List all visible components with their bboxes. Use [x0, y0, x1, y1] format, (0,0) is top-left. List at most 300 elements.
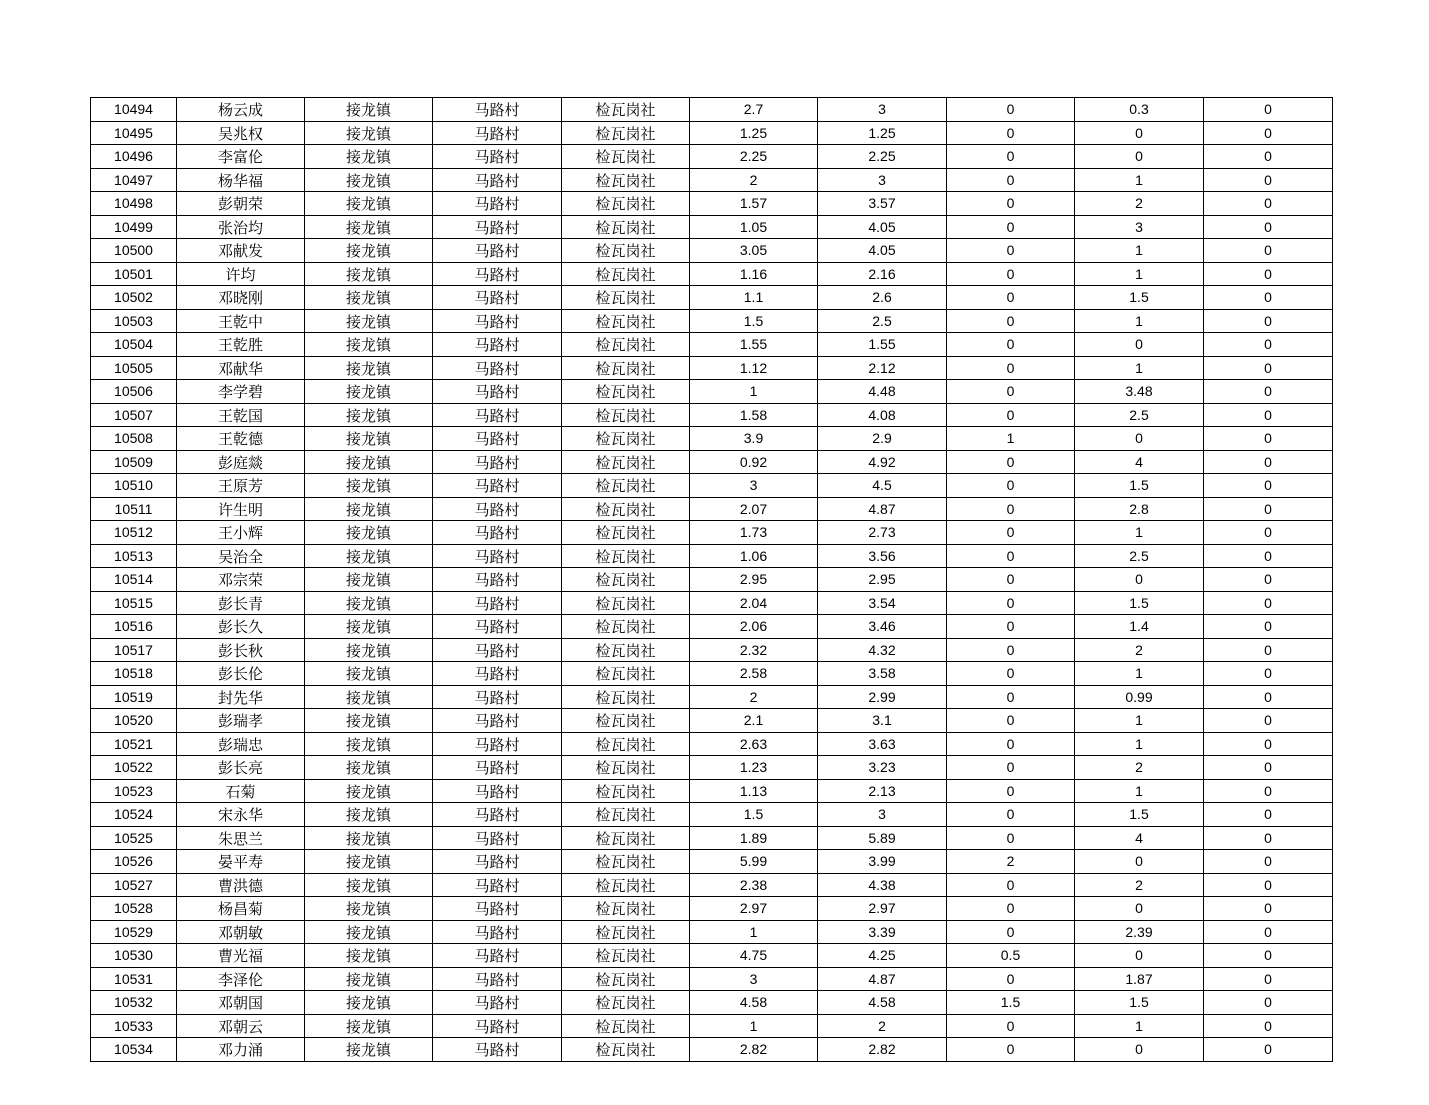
value-e-cell: 0 — [1204, 427, 1333, 451]
table-row — [91, 333, 1333, 357]
value-a-cell: 2.06 — [690, 615, 818, 639]
table-row — [91, 873, 1333, 897]
table-row — [91, 638, 1333, 662]
table-row — [91, 803, 1333, 827]
name-cell: 李富伦 — [177, 145, 305, 169]
id-cell: 10524 — [91, 803, 177, 827]
value-c-cell: 0 — [947, 685, 1075, 709]
name-cell: 封先华 — [177, 685, 305, 709]
value-b-cell: 3.99 — [818, 850, 947, 874]
table-row — [91, 215, 1333, 239]
value-a-cell: 3 — [690, 474, 818, 498]
group-cell: 检瓦岗社 — [562, 121, 690, 145]
value-e-cell: 0 — [1204, 897, 1333, 921]
village-cell: 马路村 — [433, 803, 562, 827]
group-cell: 检瓦岗社 — [562, 826, 690, 850]
table-row — [91, 474, 1333, 498]
town-cell: 接龙镇 — [305, 732, 433, 756]
id-cell: 10499 — [91, 215, 177, 239]
value-c-cell: 0 — [947, 803, 1075, 827]
id-cell: 10530 — [91, 944, 177, 968]
village-cell: 马路村 — [433, 1038, 562, 1062]
value-a-cell: 1.57 — [690, 192, 818, 216]
value-a-cell: 2 — [690, 168, 818, 192]
group-cell: 检瓦岗社 — [562, 662, 690, 686]
table-row — [91, 450, 1333, 474]
value-b-cell: 4.32 — [818, 638, 947, 662]
id-cell: 10520 — [91, 709, 177, 733]
value-e-cell: 0 — [1204, 474, 1333, 498]
value-a-cell: 1.06 — [690, 544, 818, 568]
value-a-cell: 2.95 — [690, 568, 818, 592]
village-cell: 马路村 — [433, 591, 562, 615]
town-cell: 接龙镇 — [305, 1014, 433, 1038]
value-e-cell: 0 — [1204, 521, 1333, 545]
value-d-cell: 2.39 — [1075, 920, 1204, 944]
id-cell: 10503 — [91, 309, 177, 333]
value-d-cell: 4 — [1075, 450, 1204, 474]
village-cell: 马路村 — [433, 403, 562, 427]
name-cell: 邓朝云 — [177, 1014, 305, 1038]
town-cell: 接龙镇 — [305, 662, 433, 686]
town-cell: 接龙镇 — [305, 803, 433, 827]
name-cell: 彭长亮 — [177, 756, 305, 780]
name-cell: 王原芳 — [177, 474, 305, 498]
id-cell: 10527 — [91, 873, 177, 897]
value-c-cell: 0 — [947, 474, 1075, 498]
group-cell: 检瓦岗社 — [562, 920, 690, 944]
value-b-cell: 2.9 — [818, 427, 947, 451]
table-row — [91, 168, 1333, 192]
value-e-cell: 0 — [1204, 98, 1333, 122]
value-e-cell: 0 — [1204, 967, 1333, 991]
town-cell: 接龙镇 — [305, 121, 433, 145]
value-c-cell: 0 — [947, 873, 1075, 897]
group-cell: 检瓦岗社 — [562, 168, 690, 192]
town-cell: 接龙镇 — [305, 638, 433, 662]
name-cell: 彭庭燚 — [177, 450, 305, 474]
town-cell: 接龙镇 — [305, 145, 433, 169]
value-b-cell: 2.97 — [818, 897, 947, 921]
value-d-cell: 1.4 — [1075, 615, 1204, 639]
table-row — [91, 521, 1333, 545]
value-c-cell: 0 — [947, 544, 1075, 568]
value-a-cell: 2.07 — [690, 497, 818, 521]
value-c-cell: 0 — [947, 145, 1075, 169]
value-e-cell: 0 — [1204, 615, 1333, 639]
village-cell: 马路村 — [433, 474, 562, 498]
table-row — [91, 756, 1333, 780]
value-a-cell: 1.23 — [690, 756, 818, 780]
value-a-cell: 1.5 — [690, 309, 818, 333]
town-cell: 接龙镇 — [305, 309, 433, 333]
town-cell: 接龙镇 — [305, 967, 433, 991]
value-d-cell: 2.5 — [1075, 403, 1204, 427]
value-a-cell: 1 — [690, 1014, 818, 1038]
table-body — [91, 98, 1333, 1062]
table-row — [91, 239, 1333, 263]
value-b-cell: 5.89 — [818, 826, 947, 850]
id-cell: 10495 — [91, 121, 177, 145]
group-cell: 检瓦岗社 — [562, 709, 690, 733]
value-e-cell: 0 — [1204, 309, 1333, 333]
value-a-cell: 1 — [690, 380, 818, 404]
value-b-cell: 3 — [818, 803, 947, 827]
group-cell: 检瓦岗社 — [562, 685, 690, 709]
table-row — [91, 944, 1333, 968]
name-cell: 许生明 — [177, 497, 305, 521]
name-cell: 吴兆权 — [177, 121, 305, 145]
group-cell: 检瓦岗社 — [562, 1038, 690, 1062]
value-b-cell: 3.54 — [818, 591, 947, 615]
village-cell: 马路村 — [433, 309, 562, 333]
name-cell: 李学碧 — [177, 380, 305, 404]
value-a-cell: 1 — [690, 920, 818, 944]
town-cell: 接龙镇 — [305, 591, 433, 615]
value-c-cell: 0 — [947, 1038, 1075, 1062]
data-table — [90, 97, 1333, 1062]
value-d-cell: 0 — [1075, 850, 1204, 874]
id-cell: 10506 — [91, 380, 177, 404]
value-a-cell: 3 — [690, 967, 818, 991]
table-row — [91, 403, 1333, 427]
village-cell: 马路村 — [433, 944, 562, 968]
town-cell: 接龙镇 — [305, 850, 433, 874]
id-cell: 10522 — [91, 756, 177, 780]
village-cell: 马路村 — [433, 826, 562, 850]
town-cell: 接龙镇 — [305, 427, 433, 451]
name-cell: 杨昌菊 — [177, 897, 305, 921]
value-a-cell: 4.75 — [690, 944, 818, 968]
value-d-cell: 1 — [1075, 521, 1204, 545]
village-cell: 马路村 — [433, 286, 562, 310]
value-a-cell: 5.99 — [690, 850, 818, 874]
village-cell: 马路村 — [433, 98, 562, 122]
value-d-cell: 2 — [1075, 756, 1204, 780]
village-cell: 马路村 — [433, 991, 562, 1015]
id-cell: 10528 — [91, 897, 177, 921]
village-cell: 马路村 — [433, 427, 562, 451]
value-a-cell: 1.1 — [690, 286, 818, 310]
value-d-cell: 0 — [1075, 427, 1204, 451]
group-cell: 检瓦岗社 — [562, 615, 690, 639]
town-cell: 接龙镇 — [305, 944, 433, 968]
value-e-cell: 0 — [1204, 356, 1333, 380]
table-row — [91, 98, 1333, 122]
value-e-cell: 0 — [1204, 920, 1333, 944]
town-cell: 接龙镇 — [305, 615, 433, 639]
value-c-cell: 0 — [947, 756, 1075, 780]
value-b-cell: 3.63 — [818, 732, 947, 756]
town-cell: 接龙镇 — [305, 920, 433, 944]
group-cell: 检瓦岗社 — [562, 145, 690, 169]
table-row — [91, 897, 1333, 921]
value-c-cell: 0 — [947, 356, 1075, 380]
value-e-cell: 0 — [1204, 568, 1333, 592]
group-cell: 检瓦岗社 — [562, 991, 690, 1015]
village-cell: 马路村 — [433, 1014, 562, 1038]
value-b-cell: 3 — [818, 168, 947, 192]
group-cell: 检瓦岗社 — [562, 403, 690, 427]
group-cell: 检瓦岗社 — [562, 521, 690, 545]
id-cell: 10511 — [91, 497, 177, 521]
value-d-cell: 2 — [1075, 192, 1204, 216]
value-a-cell: 3.05 — [690, 239, 818, 263]
value-b-cell: 4.48 — [818, 380, 947, 404]
table-row — [91, 991, 1333, 1015]
value-b-cell: 3.57 — [818, 192, 947, 216]
value-a-cell: 1.12 — [690, 356, 818, 380]
table-row — [91, 380, 1333, 404]
name-cell: 彭朝荣 — [177, 192, 305, 216]
value-c-cell: 1 — [947, 427, 1075, 451]
value-c-cell: 0 — [947, 826, 1075, 850]
value-b-cell: 3.23 — [818, 756, 947, 780]
table-row — [91, 779, 1333, 803]
name-cell: 杨华福 — [177, 168, 305, 192]
value-d-cell: 1 — [1075, 732, 1204, 756]
village-cell: 马路村 — [433, 192, 562, 216]
village-cell: 马路村 — [433, 497, 562, 521]
id-cell: 10494 — [91, 98, 177, 122]
table-row — [91, 920, 1333, 944]
town-cell: 接龙镇 — [305, 826, 433, 850]
value-a-cell: 2.82 — [690, 1038, 818, 1062]
name-cell: 王乾中 — [177, 309, 305, 333]
name-cell: 彭长伦 — [177, 662, 305, 686]
value-e-cell: 0 — [1204, 944, 1333, 968]
name-cell: 王小辉 — [177, 521, 305, 545]
group-cell: 检瓦岗社 — [562, 474, 690, 498]
id-cell: 10531 — [91, 967, 177, 991]
id-cell: 10512 — [91, 521, 177, 545]
town-cell: 接龙镇 — [305, 192, 433, 216]
value-a-cell: 2.58 — [690, 662, 818, 686]
value-e-cell: 0 — [1204, 1014, 1333, 1038]
table-row — [91, 497, 1333, 521]
value-a-cell: 2.97 — [690, 897, 818, 921]
town-cell: 接龙镇 — [305, 897, 433, 921]
town-cell: 接龙镇 — [305, 239, 433, 263]
value-b-cell: 2 — [818, 1014, 947, 1038]
value-c-cell: 0 — [947, 779, 1075, 803]
value-e-cell: 0 — [1204, 262, 1333, 286]
name-cell: 邓宗荣 — [177, 568, 305, 592]
value-e-cell: 0 — [1204, 544, 1333, 568]
value-e-cell: 0 — [1204, 380, 1333, 404]
value-e-cell: 0 — [1204, 803, 1333, 827]
table-row — [91, 967, 1333, 991]
id-cell: 10502 — [91, 286, 177, 310]
value-b-cell: 2.99 — [818, 685, 947, 709]
id-cell: 10516 — [91, 615, 177, 639]
table-row — [91, 1014, 1333, 1038]
name-cell: 石菊 — [177, 779, 305, 803]
value-a-cell: 2.04 — [690, 591, 818, 615]
group-cell: 检瓦岗社 — [562, 427, 690, 451]
value-b-cell: 2.5 — [818, 309, 947, 333]
id-cell: 10507 — [91, 403, 177, 427]
value-c-cell: 0 — [947, 615, 1075, 639]
town-cell: 接龙镇 — [305, 262, 433, 286]
value-d-cell: 0 — [1075, 121, 1204, 145]
group-cell: 检瓦岗社 — [562, 732, 690, 756]
name-cell: 李泽伦 — [177, 967, 305, 991]
value-c-cell: 0 — [947, 121, 1075, 145]
value-e-cell: 0 — [1204, 215, 1333, 239]
value-d-cell: 1 — [1075, 309, 1204, 333]
value-b-cell: 2.16 — [818, 262, 947, 286]
id-cell: 10508 — [91, 427, 177, 451]
value-d-cell: 1 — [1075, 168, 1204, 192]
table-row — [91, 262, 1333, 286]
value-a-cell: 3.9 — [690, 427, 818, 451]
id-cell: 10500 — [91, 239, 177, 263]
value-c-cell: 0 — [947, 403, 1075, 427]
value-d-cell: 1.5 — [1075, 591, 1204, 615]
value-b-cell: 4.5 — [818, 474, 947, 498]
table-row — [91, 732, 1333, 756]
id-cell: 10525 — [91, 826, 177, 850]
value-a-cell: 1.25 — [690, 121, 818, 145]
group-cell: 检瓦岗社 — [562, 897, 690, 921]
value-d-cell: 1.5 — [1075, 474, 1204, 498]
group-cell: 检瓦岗社 — [562, 591, 690, 615]
id-cell: 10533 — [91, 1014, 177, 1038]
value-e-cell: 0 — [1204, 168, 1333, 192]
value-e-cell: 0 — [1204, 638, 1333, 662]
group-cell: 检瓦岗社 — [562, 309, 690, 333]
group-cell: 检瓦岗社 — [562, 944, 690, 968]
village-cell: 马路村 — [433, 756, 562, 780]
value-b-cell: 3.39 — [818, 920, 947, 944]
name-cell: 杨云成 — [177, 98, 305, 122]
value-a-cell: 1.89 — [690, 826, 818, 850]
value-e-cell: 0 — [1204, 1038, 1333, 1062]
value-b-cell: 3 — [818, 98, 947, 122]
village-cell: 马路村 — [433, 168, 562, 192]
town-cell: 接龙镇 — [305, 333, 433, 357]
village-cell: 马路村 — [433, 897, 562, 921]
village-cell: 马路村 — [433, 121, 562, 145]
name-cell: 彭长秋 — [177, 638, 305, 662]
id-cell: 10504 — [91, 333, 177, 357]
value-c-cell: 0 — [947, 568, 1075, 592]
group-cell: 检瓦岗社 — [562, 192, 690, 216]
value-b-cell: 4.25 — [818, 944, 947, 968]
group-cell: 检瓦岗社 — [562, 239, 690, 263]
id-cell: 10497 — [91, 168, 177, 192]
value-a-cell: 1.73 — [690, 521, 818, 545]
table-row — [91, 427, 1333, 451]
value-a-cell: 2 — [690, 685, 818, 709]
village-cell: 马路村 — [433, 215, 562, 239]
village-cell: 马路村 — [433, 732, 562, 756]
group-cell: 检瓦岗社 — [562, 450, 690, 474]
value-d-cell: 1 — [1075, 239, 1204, 263]
value-d-cell: 0 — [1075, 1038, 1204, 1062]
group-cell: 检瓦岗社 — [562, 850, 690, 874]
village-cell: 马路村 — [433, 568, 562, 592]
value-c-cell: 0 — [947, 450, 1075, 474]
value-e-cell: 0 — [1204, 850, 1333, 874]
table-row — [91, 615, 1333, 639]
village-cell: 马路村 — [433, 709, 562, 733]
value-b-cell: 3.56 — [818, 544, 947, 568]
id-cell: 10519 — [91, 685, 177, 709]
value-a-cell: 2.25 — [690, 145, 818, 169]
id-cell: 10521 — [91, 732, 177, 756]
value-c-cell: 0 — [947, 333, 1075, 357]
value-c-cell: 0 — [947, 591, 1075, 615]
group-cell: 检瓦岗社 — [562, 380, 690, 404]
town-cell: 接龙镇 — [305, 991, 433, 1015]
value-a-cell: 0.92 — [690, 450, 818, 474]
value-e-cell: 0 — [1204, 826, 1333, 850]
group-cell: 检瓦岗社 — [562, 1014, 690, 1038]
name-cell: 许均 — [177, 262, 305, 286]
value-b-cell: 2.6 — [818, 286, 947, 310]
table-row — [91, 709, 1333, 733]
value-b-cell: 3.46 — [818, 615, 947, 639]
village-cell: 马路村 — [433, 850, 562, 874]
town-cell: 接龙镇 — [305, 685, 433, 709]
value-e-cell: 0 — [1204, 403, 1333, 427]
value-d-cell: 4 — [1075, 826, 1204, 850]
value-e-cell: 0 — [1204, 145, 1333, 169]
value-c-cell: 0 — [947, 662, 1075, 686]
value-b-cell: 4.38 — [818, 873, 947, 897]
value-d-cell: 0 — [1075, 568, 1204, 592]
town-cell: 接龙镇 — [305, 98, 433, 122]
value-b-cell: 2.95 — [818, 568, 947, 592]
id-cell: 10518 — [91, 662, 177, 686]
name-cell: 晏平寿 — [177, 850, 305, 874]
value-b-cell: 1.55 — [818, 333, 947, 357]
value-d-cell: 1.5 — [1075, 991, 1204, 1015]
value-d-cell: 1.5 — [1075, 286, 1204, 310]
table-row — [91, 826, 1333, 850]
town-cell: 接龙镇 — [305, 709, 433, 733]
group-cell: 检瓦岗社 — [562, 756, 690, 780]
id-cell: 10523 — [91, 779, 177, 803]
value-a-cell: 1.13 — [690, 779, 818, 803]
value-a-cell: 1.58 — [690, 403, 818, 427]
village-cell: 马路村 — [433, 333, 562, 357]
name-cell: 曹洪德 — [177, 873, 305, 897]
value-e-cell: 0 — [1204, 779, 1333, 803]
town-cell: 接龙镇 — [305, 356, 433, 380]
town-cell: 接龙镇 — [305, 873, 433, 897]
village-cell: 马路村 — [433, 873, 562, 897]
id-cell: 10496 — [91, 145, 177, 169]
name-cell: 邓朝敏 — [177, 920, 305, 944]
id-cell: 10526 — [91, 850, 177, 874]
value-b-cell: 3.1 — [818, 709, 947, 733]
value-b-cell: 4.58 — [818, 991, 947, 1015]
value-a-cell: 2.63 — [690, 732, 818, 756]
value-b-cell: 4.87 — [818, 497, 947, 521]
id-cell: 10529 — [91, 920, 177, 944]
name-cell: 邓朝国 — [177, 991, 305, 1015]
value-d-cell: 3.48 — [1075, 380, 1204, 404]
table-row — [91, 662, 1333, 686]
value-d-cell: 1.87 — [1075, 967, 1204, 991]
value-c-cell: 0 — [947, 262, 1075, 286]
town-cell: 接龙镇 — [305, 474, 433, 498]
value-e-cell: 0 — [1204, 685, 1333, 709]
group-cell: 检瓦岗社 — [562, 873, 690, 897]
